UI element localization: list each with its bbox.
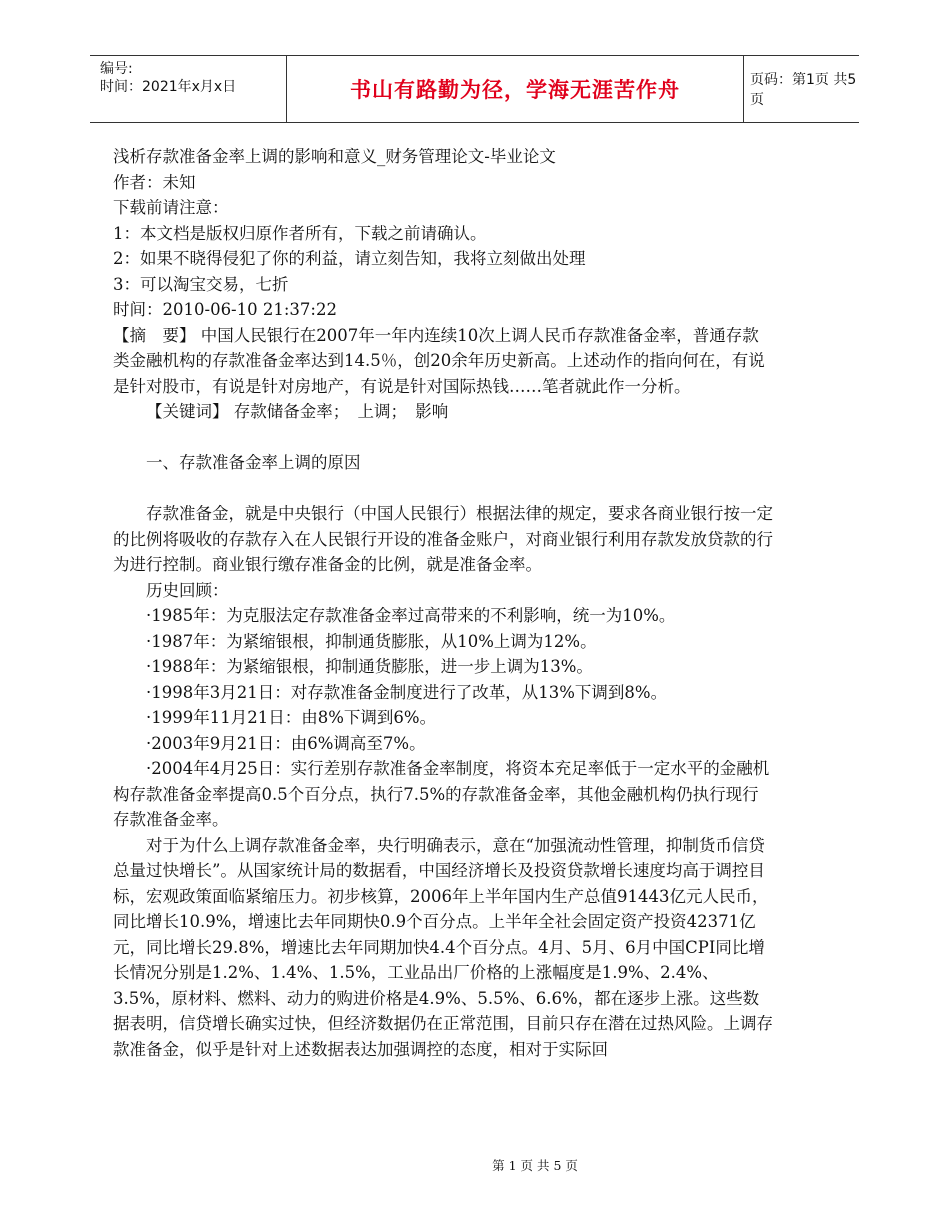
section-heading: 一、存款准备金率上调的原因 xyxy=(146,453,361,472)
time-label: 时间：2021年x月x日 xyxy=(100,79,237,95)
doc-author: 作者：未知 xyxy=(113,172,196,192)
document-body xyxy=(113,144,773,1062)
history-item: ·1987年：为紧缩银根，抑制通货膨胀，从10%上调为12%。 xyxy=(146,631,597,651)
doc-time: 时间：2010-06-10 21:37:22 xyxy=(113,300,337,319)
history-item: ·1999年11月21日：由8%下调到6%。 xyxy=(146,708,437,727)
history-item: ·1985年：为克服法定存款准备金率过高带来的不利影响，统一为10%。 xyxy=(146,606,676,625)
header-motto: 书山有路勤为径，学海无涯苦作舟 xyxy=(286,56,744,122)
header-meta xyxy=(90,56,286,122)
notice-item: 3：可以淘宝交易，七折 xyxy=(113,274,289,294)
history-item: ·1988年：为紧缩银根，抑制通货膨胀，进一步上调为13%。 xyxy=(146,657,593,676)
paragraph: 对于为什么上调存款准备金率，央行明确表示，意在“加强流动性管理，抑制货币信贷总量过快增长”。从国家统计局的数据看，中国经济增长及投资贷款增长速度均高于调控目标，宏观政策面临紧缩压力。初步核算，2006年上半年国内生产总值91443亿元人民币，同比增长10.9%，增速比去年同期快0.9个百分点。上半年全社会固定资产投资42371亿元，同比增长29.8%，增速比去年同期加快4.4个百分点。4月、5月、6月中国CPI同比增长情况分别是1.2%、1.4%、1.5%，工业品出厂价格的上涨幅度是1.9%、2.4%、3.5%，原材料、燃料、动力的购进价格是4.9%、5.5%、6.6%，都在逐步上涨。这些数据表明，信贷增长确实过快，但经济数据仍在正常范围，目前只存在潜在过热风险。上调存款准备金，似乎是针对上述数据表达加强调控的态度，相对于实际回 xyxy=(113,835,773,1059)
notice-item: 1：本文档是版权归原作者所有，下载之前请确认。 xyxy=(113,223,487,243)
keywords: 【关键词】 存款储备金率； 上调； 影响 xyxy=(146,402,449,421)
notice-title: 下载前请注意： xyxy=(113,198,229,217)
page-header xyxy=(90,55,859,123)
history-item: ·2004年4月25日：实行差别存款准备金率制度，将资本充足率低于一定水平的金融机构存款准备金率提高0.5个百分点，执行7.5%的存款准备金率，其他金融机构仍执行现行存款准备金率。 xyxy=(113,759,770,829)
number-label: 编号: xyxy=(100,61,133,77)
doc-title: 浅析存款准备金率上调的影响和意义_财务管理论文-毕业论文 xyxy=(113,147,556,166)
page-label: 页码：第1页 共5页 xyxy=(750,72,857,108)
paragraph: 存款准备金，就是中央银行（中国人民银行）根据法律的规定，要求各商业银行按一定的比例将吸收的存款存入在人民银行开设的准备金账户，对商业银行利用存款发放贷款的行为进行控制。商业银行缴存准备金的比例，就是准备金率。 xyxy=(113,504,773,574)
history-title: 历史回顾： xyxy=(146,580,229,600)
notice-item: 2：如果不晓得侵犯了你的利益，请立刻告知，我将立刻做出处理 xyxy=(113,249,586,268)
history-item: ·2003年9月21日：由6%调高至7%。 xyxy=(146,733,426,753)
history-item: ·1998年3月21日：对存款准备金制度进行了改革，从13%下调到8%。 xyxy=(146,682,668,702)
page-footer: 第 1 页 共 5 页 xyxy=(492,1158,578,1173)
abstract: 【摘 要】 中国人民银行在2007年一年内连续10次上调人民币存款准备金率，普通存款类金融机构的存款准备金率达到14.5％，创20余年历史新高。上述动作的指向何在，有说是针对股市，有说是针对房地产，有说是针对国际热钱……笔者就此作一分析。 xyxy=(113,325,765,396)
